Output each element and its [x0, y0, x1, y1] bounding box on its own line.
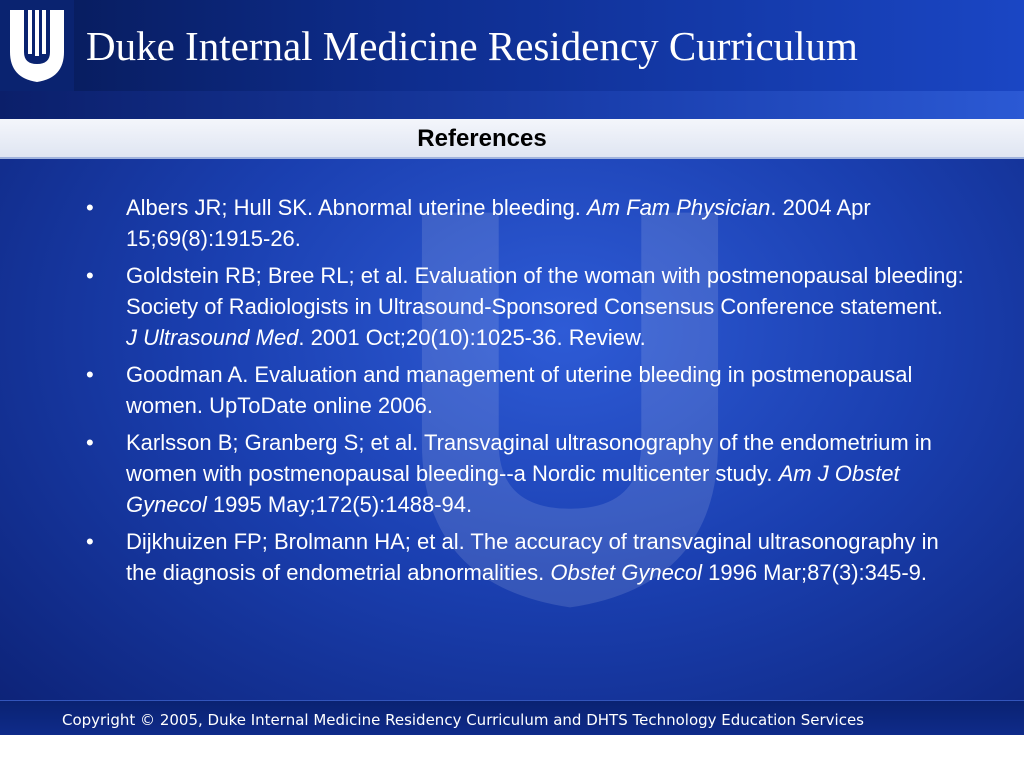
reference-text: Goldstein RB; Bree RL; et al. Evaluation of the woman with postmenopausal bleeding: Society of Radiologists in Ultrasound-Sponsored Consensus Conference statement. [126, 263, 964, 319]
journal-name: Am Fam Physician [587, 195, 771, 220]
reference-citation: . 2001 Oct;20(10):1025-36. Review. [298, 325, 646, 350]
reference-list [86, 192, 966, 594]
reference-citation: 1996 Mar;87(3):345-9. [702, 560, 928, 585]
reference-text: Goodman A. Evaluation and management of uterine bleeding in postmenopausal women. UpToDate online 2006. [126, 362, 913, 418]
section-title: References [417, 125, 547, 152]
reference-citation: . 2004 Apr 15;69(8):1915-26. [126, 195, 871, 251]
reference-text: Karlsson B; Granberg S; et al. Transvaginal ultrasonography of the endometrium in women with postmenopausal bleeding--a Nordic multicenter study. [126, 430, 932, 486]
reference-item [86, 192, 966, 254]
journal-name: J Ultrasound Med [126, 325, 299, 350]
bullet: • [86, 195, 94, 220]
reference-item [86, 359, 966, 421]
reference-item [86, 260, 966, 353]
logo [0, 0, 74, 91]
reference-citation: 1995 May;172(5):1488-94. [206, 492, 473, 517]
reference-text: Dijkhuizen FP; Brolmann HA; et al. The accuracy of transvaginal ultrasonography in the diagnosis of endometrial abnormalities. [126, 529, 939, 585]
duke-shield-icon [6, 6, 68, 86]
page-title: Duke Internal Medicine Residency Curriculum [86, 23, 858, 69]
bullet: • [86, 430, 94, 455]
copyright-text: Copyright © 2005, Duke Internal Medicine Residency Curriculum and DHTS Technology Education Services [62, 711, 864, 729]
bullet: • [86, 529, 94, 554]
journal-name: Am J Obstet Gynecol [126, 461, 900, 517]
header-stripe [0, 91, 1024, 119]
bullet: • [86, 263, 94, 288]
reference-item [86, 427, 966, 520]
reference-text: Albers JR; Hull SK. Abnormal uterine bleeding. [126, 195, 588, 220]
reference-item [86, 526, 966, 588]
journal-name: Obstet Gynecol [550, 560, 702, 585]
bullet: • [86, 362, 94, 387]
